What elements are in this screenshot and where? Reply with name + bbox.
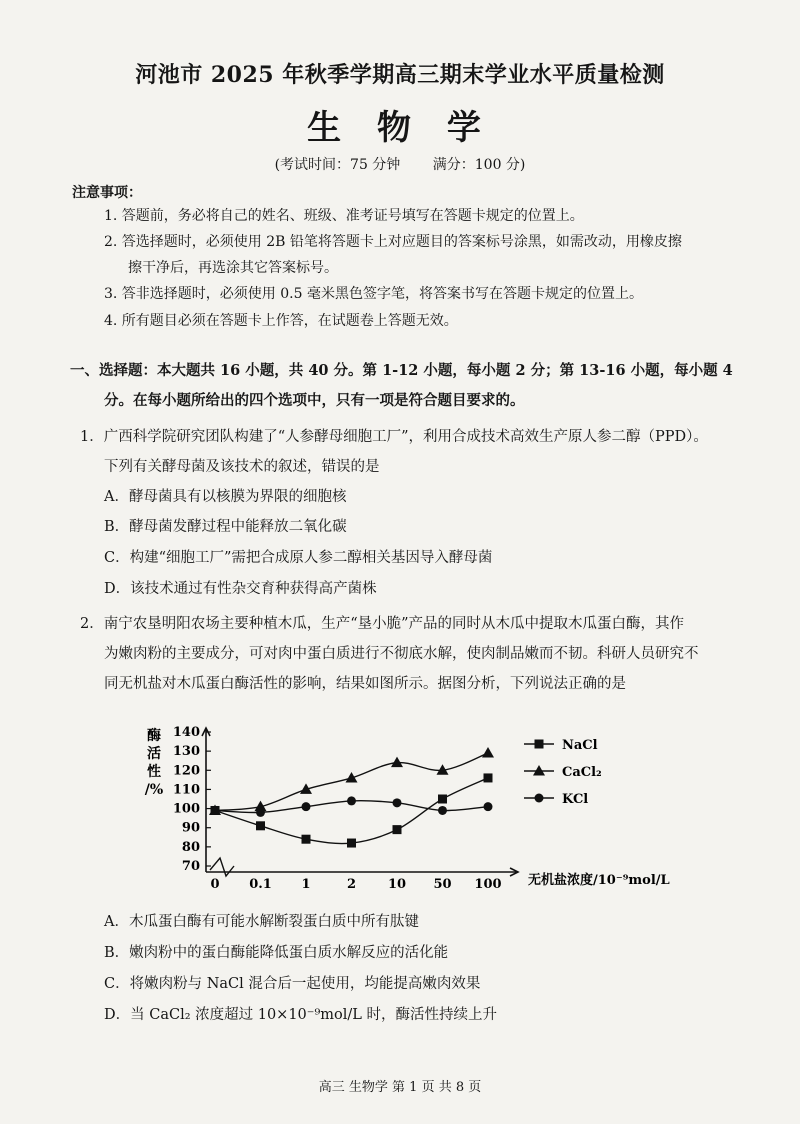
q2-option-b: B．嫩肉粉中的蛋白酶能降低蛋白质水解反应的活化能	[104, 945, 449, 961]
circle-marker	[393, 798, 402, 807]
circle-marker	[302, 802, 311, 811]
question-2-stem: 为嫩肉粉的主要成分，可对肉中蛋白质进行不彻底水解，使肉制品嫩而不韧。科研人员研究不	[104, 646, 699, 662]
notice-item: 2. 答选择题时，必须使用 2B 铅笔将答题卡上对应题目的答案标号涂黑，如需改动，用橡皮擦	[104, 234, 682, 250]
x-tick-label: 1	[301, 877, 311, 892]
square-marker	[393, 825, 402, 834]
circle-marker	[347, 796, 356, 805]
exam-info	[0, 154, 800, 174]
axis-break	[210, 858, 234, 876]
y-label-char: /%	[144, 782, 164, 798]
enzyme-activity-chart	[140, 706, 700, 906]
x-tick-label: 100	[474, 877, 502, 892]
question-1-stem: 下列有关酵母菌及该技术的叙述，错误的是	[104, 459, 380, 475]
circle-marker	[484, 802, 493, 811]
y-tick-label: 130	[172, 744, 200, 760]
exam-title: 河池市 2025 年秋季学期高三期末学业水平质量检测	[135, 62, 665, 88]
square-marker	[535, 740, 544, 749]
y-tick-label: 120	[172, 763, 200, 779]
q2-option-d: D．当 CaCl₂ 浓度超过 10×10⁻⁹mol/L 时，酶活性持续上升	[104, 1007, 497, 1023]
circle-marker	[256, 808, 265, 817]
exam-time: (考试时间：75 分钟	[274, 157, 401, 173]
circle-marker	[438, 806, 447, 815]
x-tick-label: 50	[433, 877, 452, 892]
question-1-stem: 1．广西科学院研究团队构建了“人参酵母细胞工厂”，利用合成技术高效生产原人参二醇（PPD）。	[80, 429, 708, 445]
x-tick-label: 2	[346, 877, 357, 892]
y-label-char: 活	[147, 746, 161, 762]
square-marker	[256, 821, 265, 830]
x-tick-labels	[210, 877, 501, 892]
y-tick-label: 140	[172, 725, 200, 740]
legend-label: NaCl	[562, 738, 598, 753]
circle-marker	[535, 794, 544, 803]
full-score: 满分：100 分)	[432, 157, 526, 173]
question-2-stem: 同无机盐对木瓜蛋白酶活性的影响，结果如图所示。据图分析，下列说法正确的是	[104, 676, 626, 692]
notice-item: 擦干净后，再选涂其它答案标号。	[128, 260, 338, 276]
notice-item: 4. 所有题目必须在答题卡上作答，在试题卷上答题无效。	[104, 313, 458, 329]
x-tick-label: 10	[387, 877, 407, 892]
square-marker	[438, 795, 447, 804]
section-heading: 一、选择题：本大题共 16 小题，共 40 分。第 1-12 小题，每小题 2 分；第 13-16 小题，每小题 4	[70, 362, 733, 379]
notice-title: 注意事项：	[72, 185, 142, 201]
q1-option-d: D．该技术通过有性杂交育种获得高产菌株	[104, 581, 377, 597]
notice-item: 3. 答非选择题时，必须使用 0.5 毫米黑色签字笔，将答案书写在答题卡规定的位置上。	[104, 286, 643, 302]
y-label-char: 性	[147, 764, 161, 780]
triangle-marker	[391, 757, 403, 768]
y-tick-label: 90	[181, 820, 200, 836]
y-axis-label	[145, 727, 163, 798]
series-KCl	[211, 796, 493, 816]
notice-item: 1. 答题前，务必将自己的姓名、班级、准考证号填写在答题卡规定的位置上。	[104, 208, 584, 224]
square-marker	[347, 839, 356, 848]
subject-title: 生 物 学	[307, 108, 493, 148]
square-marker	[302, 835, 311, 844]
section-heading: 分。在每小题所给出的四个选项中，只有一项是符合题目要求的。	[104, 392, 525, 409]
y-tick-label: 70	[181, 859, 200, 874]
y-tick-label: 100	[172, 801, 200, 817]
triangle-marker	[482, 747, 494, 758]
legend-label: CaCl₂	[562, 765, 602, 780]
y-tick-label: 110	[172, 782, 200, 798]
y-label-char: 酶	[147, 728, 161, 744]
legend-label: KCl	[562, 792, 589, 807]
x-tick-label: 0	[210, 877, 220, 892]
x-axis-label: 无机盐浓度/10⁻⁹mol/L	[528, 873, 670, 888]
chart-series	[209, 747, 494, 847]
circle-marker	[211, 806, 220, 815]
triangle-marker	[533, 765, 545, 776]
chart-legend	[524, 738, 602, 807]
x-tick-label: 0.1	[249, 877, 272, 892]
square-marker	[484, 773, 493, 782]
q1-option-b: B．酵母菌发酵过程中能释放二氧化碳	[104, 519, 347, 535]
page-footer: 高三 生物学 第 1 页 共 8 页	[318, 1080, 482, 1095]
question-2-stem: 2．南宁农垦明阳农场主要种植木瓜，生产“垦小脆”产品的同时从木瓜中提取木瓜蛋白酶，其作	[80, 616, 685, 632]
chart-axes	[202, 728, 518, 876]
q1-option-c: C．构建“细胞工厂”需把合成原人参二醇相关基因导入酵母菌	[104, 550, 493, 566]
q1-option-a: A．酵母菌具有以核膜为界限的细胞核	[104, 489, 347, 505]
q2-option-a: A．木瓜蛋白酶有可能水解断裂蛋白质中所有肽键	[104, 914, 419, 930]
y-tick-label: 80	[181, 839, 200, 855]
q2-option-c: C．将嫩肉粉与 NaCl 混合后一起使用，均能提高嫩肉效果	[104, 976, 481, 992]
